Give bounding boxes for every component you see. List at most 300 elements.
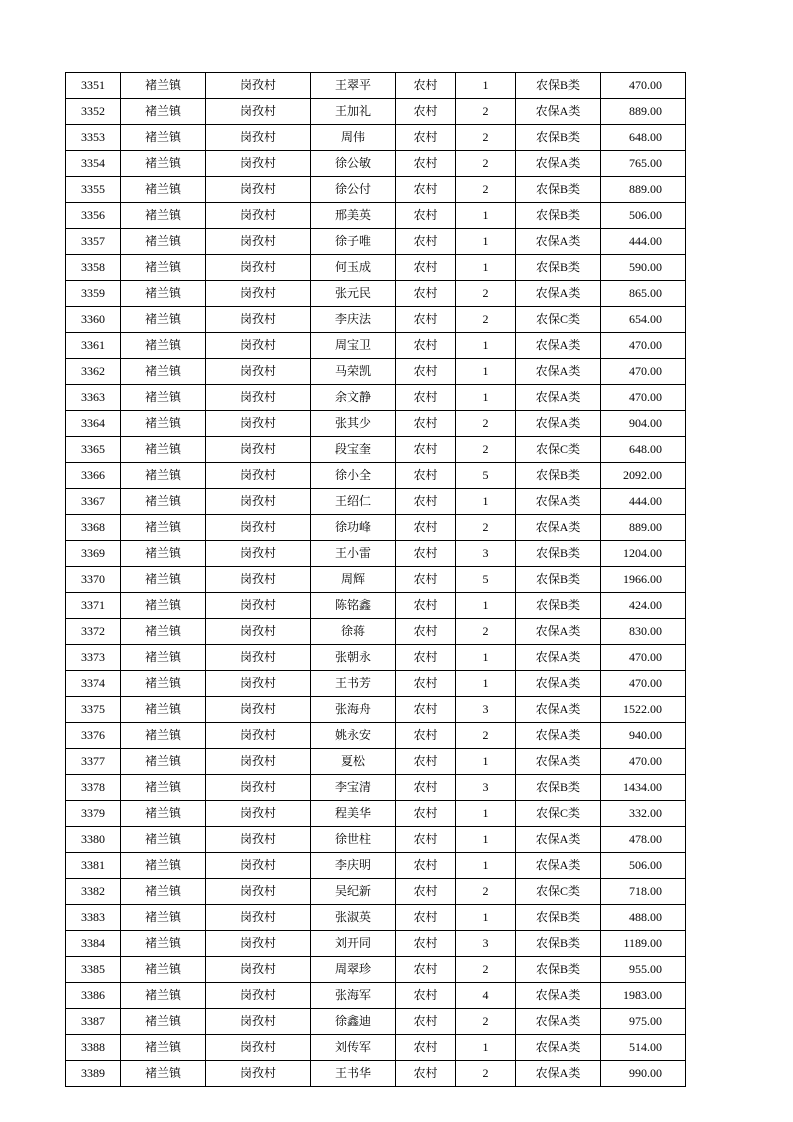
person-name-cell: 徐世柱 <box>311 827 396 853</box>
person-name-cell: 邢美英 <box>311 203 396 229</box>
insurance-type-cell: 农保A类 <box>516 697 601 723</box>
category-cell: 农村 <box>396 879 456 905</box>
serial-number-cell: 3362 <box>66 359 121 385</box>
insurance-type-cell: 农保A类 <box>516 671 601 697</box>
insurance-type-cell: 农保A类 <box>516 827 601 853</box>
town-cell: 褚兰镇 <box>121 957 206 983</box>
town-cell: 褚兰镇 <box>121 151 206 177</box>
insurance-type-cell: 农保B类 <box>516 541 601 567</box>
category-cell: 农村 <box>396 983 456 1009</box>
person-name-cell: 周宝卫 <box>311 333 396 359</box>
village-cell: 岗孜村 <box>206 619 311 645</box>
town-cell: 褚兰镇 <box>121 905 206 931</box>
town-cell: 褚兰镇 <box>121 749 206 775</box>
town-cell: 褚兰镇 <box>121 463 206 489</box>
village-cell: 岗孜村 <box>206 593 311 619</box>
person-count-cell: 3 <box>456 931 516 957</box>
amount-cell: 424.00 <box>601 593 686 619</box>
town-cell: 褚兰镇 <box>121 203 206 229</box>
serial-number-cell: 3388 <box>66 1035 121 1061</box>
person-name-cell: 李宝清 <box>311 775 396 801</box>
village-cell: 岗孜村 <box>206 567 311 593</box>
category-cell: 农村 <box>396 489 456 515</box>
table-row <box>66 853 686 879</box>
village-cell: 岗孜村 <box>206 515 311 541</box>
table-row <box>66 229 686 255</box>
category-cell: 农村 <box>396 203 456 229</box>
insurance-type-cell: 农保A类 <box>516 1061 601 1087</box>
person-count-cell: 1 <box>456 645 516 671</box>
amount-cell: 470.00 <box>601 749 686 775</box>
serial-number-cell: 3357 <box>66 229 121 255</box>
serial-number-cell: 3370 <box>66 567 121 593</box>
person-count-cell: 2 <box>456 1061 516 1087</box>
table-row <box>66 567 686 593</box>
amount-cell: 470.00 <box>601 359 686 385</box>
serial-number-cell: 3375 <box>66 697 121 723</box>
person-name-cell: 王加礼 <box>311 99 396 125</box>
table-row <box>66 151 686 177</box>
table-row <box>66 281 686 307</box>
town-cell: 褚兰镇 <box>121 489 206 515</box>
person-count-cell: 1 <box>456 203 516 229</box>
town-cell: 褚兰镇 <box>121 931 206 957</box>
category-cell: 农村 <box>396 671 456 697</box>
person-name-cell: 周辉 <box>311 567 396 593</box>
town-cell: 褚兰镇 <box>121 359 206 385</box>
person-count-cell: 2 <box>456 1009 516 1035</box>
person-count-cell: 1 <box>456 801 516 827</box>
insurance-type-cell: 农保A类 <box>516 749 601 775</box>
category-cell: 农村 <box>396 723 456 749</box>
amount-cell: 590.00 <box>601 255 686 281</box>
town-cell: 褚兰镇 <box>121 229 206 255</box>
insurance-type-cell: 农保A类 <box>516 99 601 125</box>
category-cell: 农村 <box>396 905 456 931</box>
amount-cell: 478.00 <box>601 827 686 853</box>
table-row <box>66 957 686 983</box>
insurance-type-cell: 农保A类 <box>516 359 601 385</box>
town-cell: 褚兰镇 <box>121 437 206 463</box>
table-row <box>66 645 686 671</box>
amount-cell: 889.00 <box>601 177 686 203</box>
village-cell: 岗孜村 <box>206 489 311 515</box>
insurance-type-cell: 农保A类 <box>516 151 601 177</box>
serial-number-cell: 3376 <box>66 723 121 749</box>
category-cell: 农村 <box>396 957 456 983</box>
serial-number-cell: 3367 <box>66 489 121 515</box>
amount-cell: 470.00 <box>601 73 686 99</box>
village-cell: 岗孜村 <box>206 905 311 931</box>
village-cell: 岗孜村 <box>206 151 311 177</box>
serial-number-cell: 3353 <box>66 125 121 151</box>
person-count-cell: 2 <box>456 411 516 437</box>
village-cell: 岗孜村 <box>206 749 311 775</box>
category-cell: 农村 <box>396 1009 456 1035</box>
village-cell: 岗孜村 <box>206 203 311 229</box>
table-row <box>66 905 686 931</box>
town-cell: 褚兰镇 <box>121 385 206 411</box>
person-name-cell: 何玉成 <box>311 255 396 281</box>
insurance-type-cell: 农保B类 <box>516 73 601 99</box>
table-row <box>66 385 686 411</box>
person-name-cell: 张其少 <box>311 411 396 437</box>
category-cell: 农村 <box>396 99 456 125</box>
person-count-cell: 4 <box>456 983 516 1009</box>
town-cell: 褚兰镇 <box>121 853 206 879</box>
village-cell: 岗孜村 <box>206 437 311 463</box>
amount-cell: 990.00 <box>601 1061 686 1087</box>
village-cell: 岗孜村 <box>206 723 311 749</box>
person-count-cell: 2 <box>456 515 516 541</box>
serial-number-cell: 3389 <box>66 1061 121 1087</box>
table-row <box>66 359 686 385</box>
category-cell: 农村 <box>396 749 456 775</box>
category-cell: 农村 <box>396 437 456 463</box>
person-count-cell: 3 <box>456 697 516 723</box>
serial-number-cell: 3359 <box>66 281 121 307</box>
person-count-cell: 1 <box>456 853 516 879</box>
person-name-cell: 徐鑫迪 <box>311 1009 396 1035</box>
serial-number-cell: 3382 <box>66 879 121 905</box>
table-row <box>66 255 686 281</box>
category-cell: 农村 <box>396 853 456 879</box>
amount-cell: 514.00 <box>601 1035 686 1061</box>
person-count-cell: 1 <box>456 671 516 697</box>
town-cell: 褚兰镇 <box>121 1009 206 1035</box>
serial-number-cell: 3369 <box>66 541 121 567</box>
table-row <box>66 593 686 619</box>
person-name-cell: 徐功峰 <box>311 515 396 541</box>
person-name-cell: 徐公敏 <box>311 151 396 177</box>
person-name-cell: 程美华 <box>311 801 396 827</box>
village-cell: 岗孜村 <box>206 333 311 359</box>
person-name-cell: 周翠珍 <box>311 957 396 983</box>
table-row <box>66 723 686 749</box>
village-cell: 岗孜村 <box>206 281 311 307</box>
town-cell: 褚兰镇 <box>121 255 206 281</box>
category-cell: 农村 <box>396 125 456 151</box>
village-cell: 岗孜村 <box>206 73 311 99</box>
category-cell: 农村 <box>396 645 456 671</box>
table-row <box>66 489 686 515</box>
amount-cell: 470.00 <box>601 671 686 697</box>
amount-cell: 1522.00 <box>601 697 686 723</box>
insurance-type-cell: 农保C类 <box>516 879 601 905</box>
village-cell: 岗孜村 <box>206 463 311 489</box>
village-cell: 岗孜村 <box>206 957 311 983</box>
amount-cell: 830.00 <box>601 619 686 645</box>
serial-number-cell: 3384 <box>66 931 121 957</box>
category-cell: 农村 <box>396 385 456 411</box>
town-cell: 褚兰镇 <box>121 99 206 125</box>
town-cell: 褚兰镇 <box>121 775 206 801</box>
person-name-cell: 张海舟 <box>311 697 396 723</box>
village-cell: 岗孜村 <box>206 879 311 905</box>
village-cell: 岗孜村 <box>206 983 311 1009</box>
town-cell: 褚兰镇 <box>121 593 206 619</box>
serial-number-cell: 3387 <box>66 1009 121 1035</box>
insurance-type-cell: 农保B类 <box>516 593 601 619</box>
town-cell: 褚兰镇 <box>121 1035 206 1061</box>
person-name-cell: 吴纪新 <box>311 879 396 905</box>
insurance-type-cell: 农保B类 <box>516 203 601 229</box>
serial-number-cell: 3383 <box>66 905 121 931</box>
person-count-cell: 2 <box>456 151 516 177</box>
village-cell: 岗孜村 <box>206 853 311 879</box>
person-name-cell: 张朝永 <box>311 645 396 671</box>
insurance-type-cell: 农保B类 <box>516 125 601 151</box>
amount-cell: 1983.00 <box>601 983 686 1009</box>
town-cell: 褚兰镇 <box>121 73 206 99</box>
person-name-cell: 张元民 <box>311 281 396 307</box>
insurance-type-cell: 农保B类 <box>516 177 601 203</box>
serial-number-cell: 3358 <box>66 255 121 281</box>
insurance-type-cell: 农保A类 <box>516 1035 601 1061</box>
person-name-cell: 徐子唯 <box>311 229 396 255</box>
category-cell: 农村 <box>396 359 456 385</box>
category-cell: 农村 <box>396 697 456 723</box>
person-name-cell: 张海军 <box>311 983 396 1009</box>
person-count-cell: 2 <box>456 281 516 307</box>
table-row <box>66 1009 686 1035</box>
person-name-cell: 周伟 <box>311 125 396 151</box>
insurance-type-cell: 农保A类 <box>516 281 601 307</box>
amount-cell: 1966.00 <box>601 567 686 593</box>
data-table <box>65 72 686 1087</box>
table-row <box>66 749 686 775</box>
amount-cell: 940.00 <box>601 723 686 749</box>
amount-cell: 904.00 <box>601 411 686 437</box>
person-count-cell: 2 <box>456 619 516 645</box>
person-count-cell: 1 <box>456 749 516 775</box>
town-cell: 褚兰镇 <box>121 879 206 905</box>
category-cell: 农村 <box>396 541 456 567</box>
amount-cell: 444.00 <box>601 489 686 515</box>
insurance-type-cell: 农保B类 <box>516 957 601 983</box>
table-row <box>66 307 686 333</box>
village-cell: 岗孜村 <box>206 541 311 567</box>
amount-cell: 488.00 <box>601 905 686 931</box>
amount-cell: 889.00 <box>601 515 686 541</box>
amount-cell: 648.00 <box>601 437 686 463</box>
serial-number-cell: 3365 <box>66 437 121 463</box>
amount-cell: 470.00 <box>601 645 686 671</box>
person-count-cell: 2 <box>456 957 516 983</box>
serial-number-cell: 3381 <box>66 853 121 879</box>
amount-cell: 1434.00 <box>601 775 686 801</box>
person-name-cell: 徐蒋 <box>311 619 396 645</box>
person-name-cell: 徐公付 <box>311 177 396 203</box>
town-cell: 褚兰镇 <box>121 801 206 827</box>
amount-cell: 648.00 <box>601 125 686 151</box>
town-cell: 褚兰镇 <box>121 645 206 671</box>
village-cell: 岗孜村 <box>206 307 311 333</box>
person-name-cell: 段宝奎 <box>311 437 396 463</box>
person-count-cell: 1 <box>456 333 516 359</box>
town-cell: 褚兰镇 <box>121 697 206 723</box>
serial-number-cell: 3377 <box>66 749 121 775</box>
table-row <box>66 1035 686 1061</box>
serial-number-cell: 3361 <box>66 333 121 359</box>
serial-number-cell: 3356 <box>66 203 121 229</box>
person-count-cell: 5 <box>456 463 516 489</box>
table-row <box>66 177 686 203</box>
category-cell: 农村 <box>396 229 456 255</box>
village-cell: 岗孜村 <box>206 125 311 151</box>
person-count-cell: 2 <box>456 879 516 905</box>
person-name-cell: 刘开同 <box>311 931 396 957</box>
town-cell: 褚兰镇 <box>121 723 206 749</box>
person-count-cell: 2 <box>456 307 516 333</box>
village-cell: 岗孜村 <box>206 697 311 723</box>
table-row <box>66 879 686 905</box>
table-row <box>66 931 686 957</box>
person-count-cell: 2 <box>456 177 516 203</box>
amount-cell: 765.00 <box>601 151 686 177</box>
table-body <box>66 73 686 1087</box>
serial-number-cell: 3355 <box>66 177 121 203</box>
person-name-cell: 王翠平 <box>311 73 396 99</box>
table-row <box>66 463 686 489</box>
category-cell: 农村 <box>396 619 456 645</box>
person-count-cell: 1 <box>456 359 516 385</box>
serial-number-cell: 3364 <box>66 411 121 437</box>
insurance-type-cell: 农保B类 <box>516 931 601 957</box>
category-cell: 农村 <box>396 411 456 437</box>
insurance-type-cell: 农保A类 <box>516 983 601 1009</box>
person-count-cell: 3 <box>456 775 516 801</box>
insurance-type-cell: 农保A类 <box>516 515 601 541</box>
serial-number-cell: 3372 <box>66 619 121 645</box>
person-count-cell: 1 <box>456 827 516 853</box>
village-cell: 岗孜村 <box>206 671 311 697</box>
person-count-cell: 1 <box>456 385 516 411</box>
insurance-type-cell: 农保C类 <box>516 307 601 333</box>
town-cell: 褚兰镇 <box>121 177 206 203</box>
town-cell: 褚兰镇 <box>121 671 206 697</box>
table-row <box>66 125 686 151</box>
town-cell: 褚兰镇 <box>121 827 206 853</box>
town-cell: 褚兰镇 <box>121 515 206 541</box>
person-count-cell: 1 <box>456 73 516 99</box>
amount-cell: 470.00 <box>601 333 686 359</box>
table-row <box>66 801 686 827</box>
person-name-cell: 李庆明 <box>311 853 396 879</box>
person-name-cell: 余文静 <box>311 385 396 411</box>
category-cell: 农村 <box>396 515 456 541</box>
category-cell: 农村 <box>396 593 456 619</box>
person-name-cell: 夏松 <box>311 749 396 775</box>
insurance-type-cell: 农保C类 <box>516 437 601 463</box>
amount-cell: 1189.00 <box>601 931 686 957</box>
serial-number-cell: 3351 <box>66 73 121 99</box>
village-cell: 岗孜村 <box>206 255 311 281</box>
amount-cell: 865.00 <box>601 281 686 307</box>
person-name-cell: 徐小全 <box>311 463 396 489</box>
village-cell: 岗孜村 <box>206 99 311 125</box>
category-cell: 农村 <box>396 307 456 333</box>
village-cell: 岗孜村 <box>206 1061 311 1087</box>
serial-number-cell: 3386 <box>66 983 121 1009</box>
insurance-type-cell: 农保B类 <box>516 775 601 801</box>
village-cell: 岗孜村 <box>206 801 311 827</box>
category-cell: 农村 <box>396 333 456 359</box>
insurance-type-cell: 农保A类 <box>516 385 601 411</box>
amount-cell: 955.00 <box>601 957 686 983</box>
town-cell: 褚兰镇 <box>121 125 206 151</box>
serial-number-cell: 3366 <box>66 463 121 489</box>
category-cell: 农村 <box>396 255 456 281</box>
insurance-type-cell: 农保B类 <box>516 255 601 281</box>
person-count-cell: 1 <box>456 229 516 255</box>
person-name-cell: 王绍仁 <box>311 489 396 515</box>
person-count-cell: 1 <box>456 905 516 931</box>
serial-number-cell: 3371 <box>66 593 121 619</box>
amount-cell: 332.00 <box>601 801 686 827</box>
insurance-type-cell: 农保A类 <box>516 229 601 255</box>
town-cell: 褚兰镇 <box>121 983 206 1009</box>
person-name-cell: 陈铭鑫 <box>311 593 396 619</box>
serial-number-cell: 3363 <box>66 385 121 411</box>
village-cell: 岗孜村 <box>206 775 311 801</box>
category-cell: 农村 <box>396 931 456 957</box>
table-row <box>66 411 686 437</box>
amount-cell: 444.00 <box>601 229 686 255</box>
village-cell: 岗孜村 <box>206 385 311 411</box>
person-count-cell: 1 <box>456 1035 516 1061</box>
amount-cell: 506.00 <box>601 203 686 229</box>
insurance-type-cell: 农保B类 <box>516 463 601 489</box>
person-count-cell: 5 <box>456 567 516 593</box>
amount-cell: 506.00 <box>601 853 686 879</box>
table-row <box>66 515 686 541</box>
table-row <box>66 333 686 359</box>
person-count-cell: 1 <box>456 489 516 515</box>
person-name-cell: 张淑英 <box>311 905 396 931</box>
village-cell: 岗孜村 <box>206 645 311 671</box>
person-name-cell: 王小雷 <box>311 541 396 567</box>
person-count-cell: 2 <box>456 723 516 749</box>
person-name-cell: 王书芳 <box>311 671 396 697</box>
table-row <box>66 437 686 463</box>
insurance-type-cell: 农保A类 <box>516 853 601 879</box>
insurance-type-cell: 农保B类 <box>516 905 601 931</box>
category-cell: 农村 <box>396 463 456 489</box>
village-cell: 岗孜村 <box>206 229 311 255</box>
town-cell: 褚兰镇 <box>121 567 206 593</box>
serial-number-cell: 3379 <box>66 801 121 827</box>
amount-cell: 889.00 <box>601 99 686 125</box>
town-cell: 褚兰镇 <box>121 619 206 645</box>
person-count-cell: 1 <box>456 255 516 281</box>
person-name-cell: 王书华 <box>311 1061 396 1087</box>
category-cell: 农村 <box>396 567 456 593</box>
village-cell: 岗孜村 <box>206 177 311 203</box>
amount-cell: 975.00 <box>601 1009 686 1035</box>
amount-cell: 1204.00 <box>601 541 686 567</box>
category-cell: 农村 <box>396 73 456 99</box>
serial-number-cell: 3360 <box>66 307 121 333</box>
insurance-type-cell: 农保A类 <box>516 723 601 749</box>
town-cell: 褚兰镇 <box>121 541 206 567</box>
category-cell: 农村 <box>396 801 456 827</box>
amount-cell: 470.00 <box>601 385 686 411</box>
category-cell: 农村 <box>396 827 456 853</box>
category-cell: 农村 <box>396 1035 456 1061</box>
table-row <box>66 73 686 99</box>
town-cell: 褚兰镇 <box>121 307 206 333</box>
